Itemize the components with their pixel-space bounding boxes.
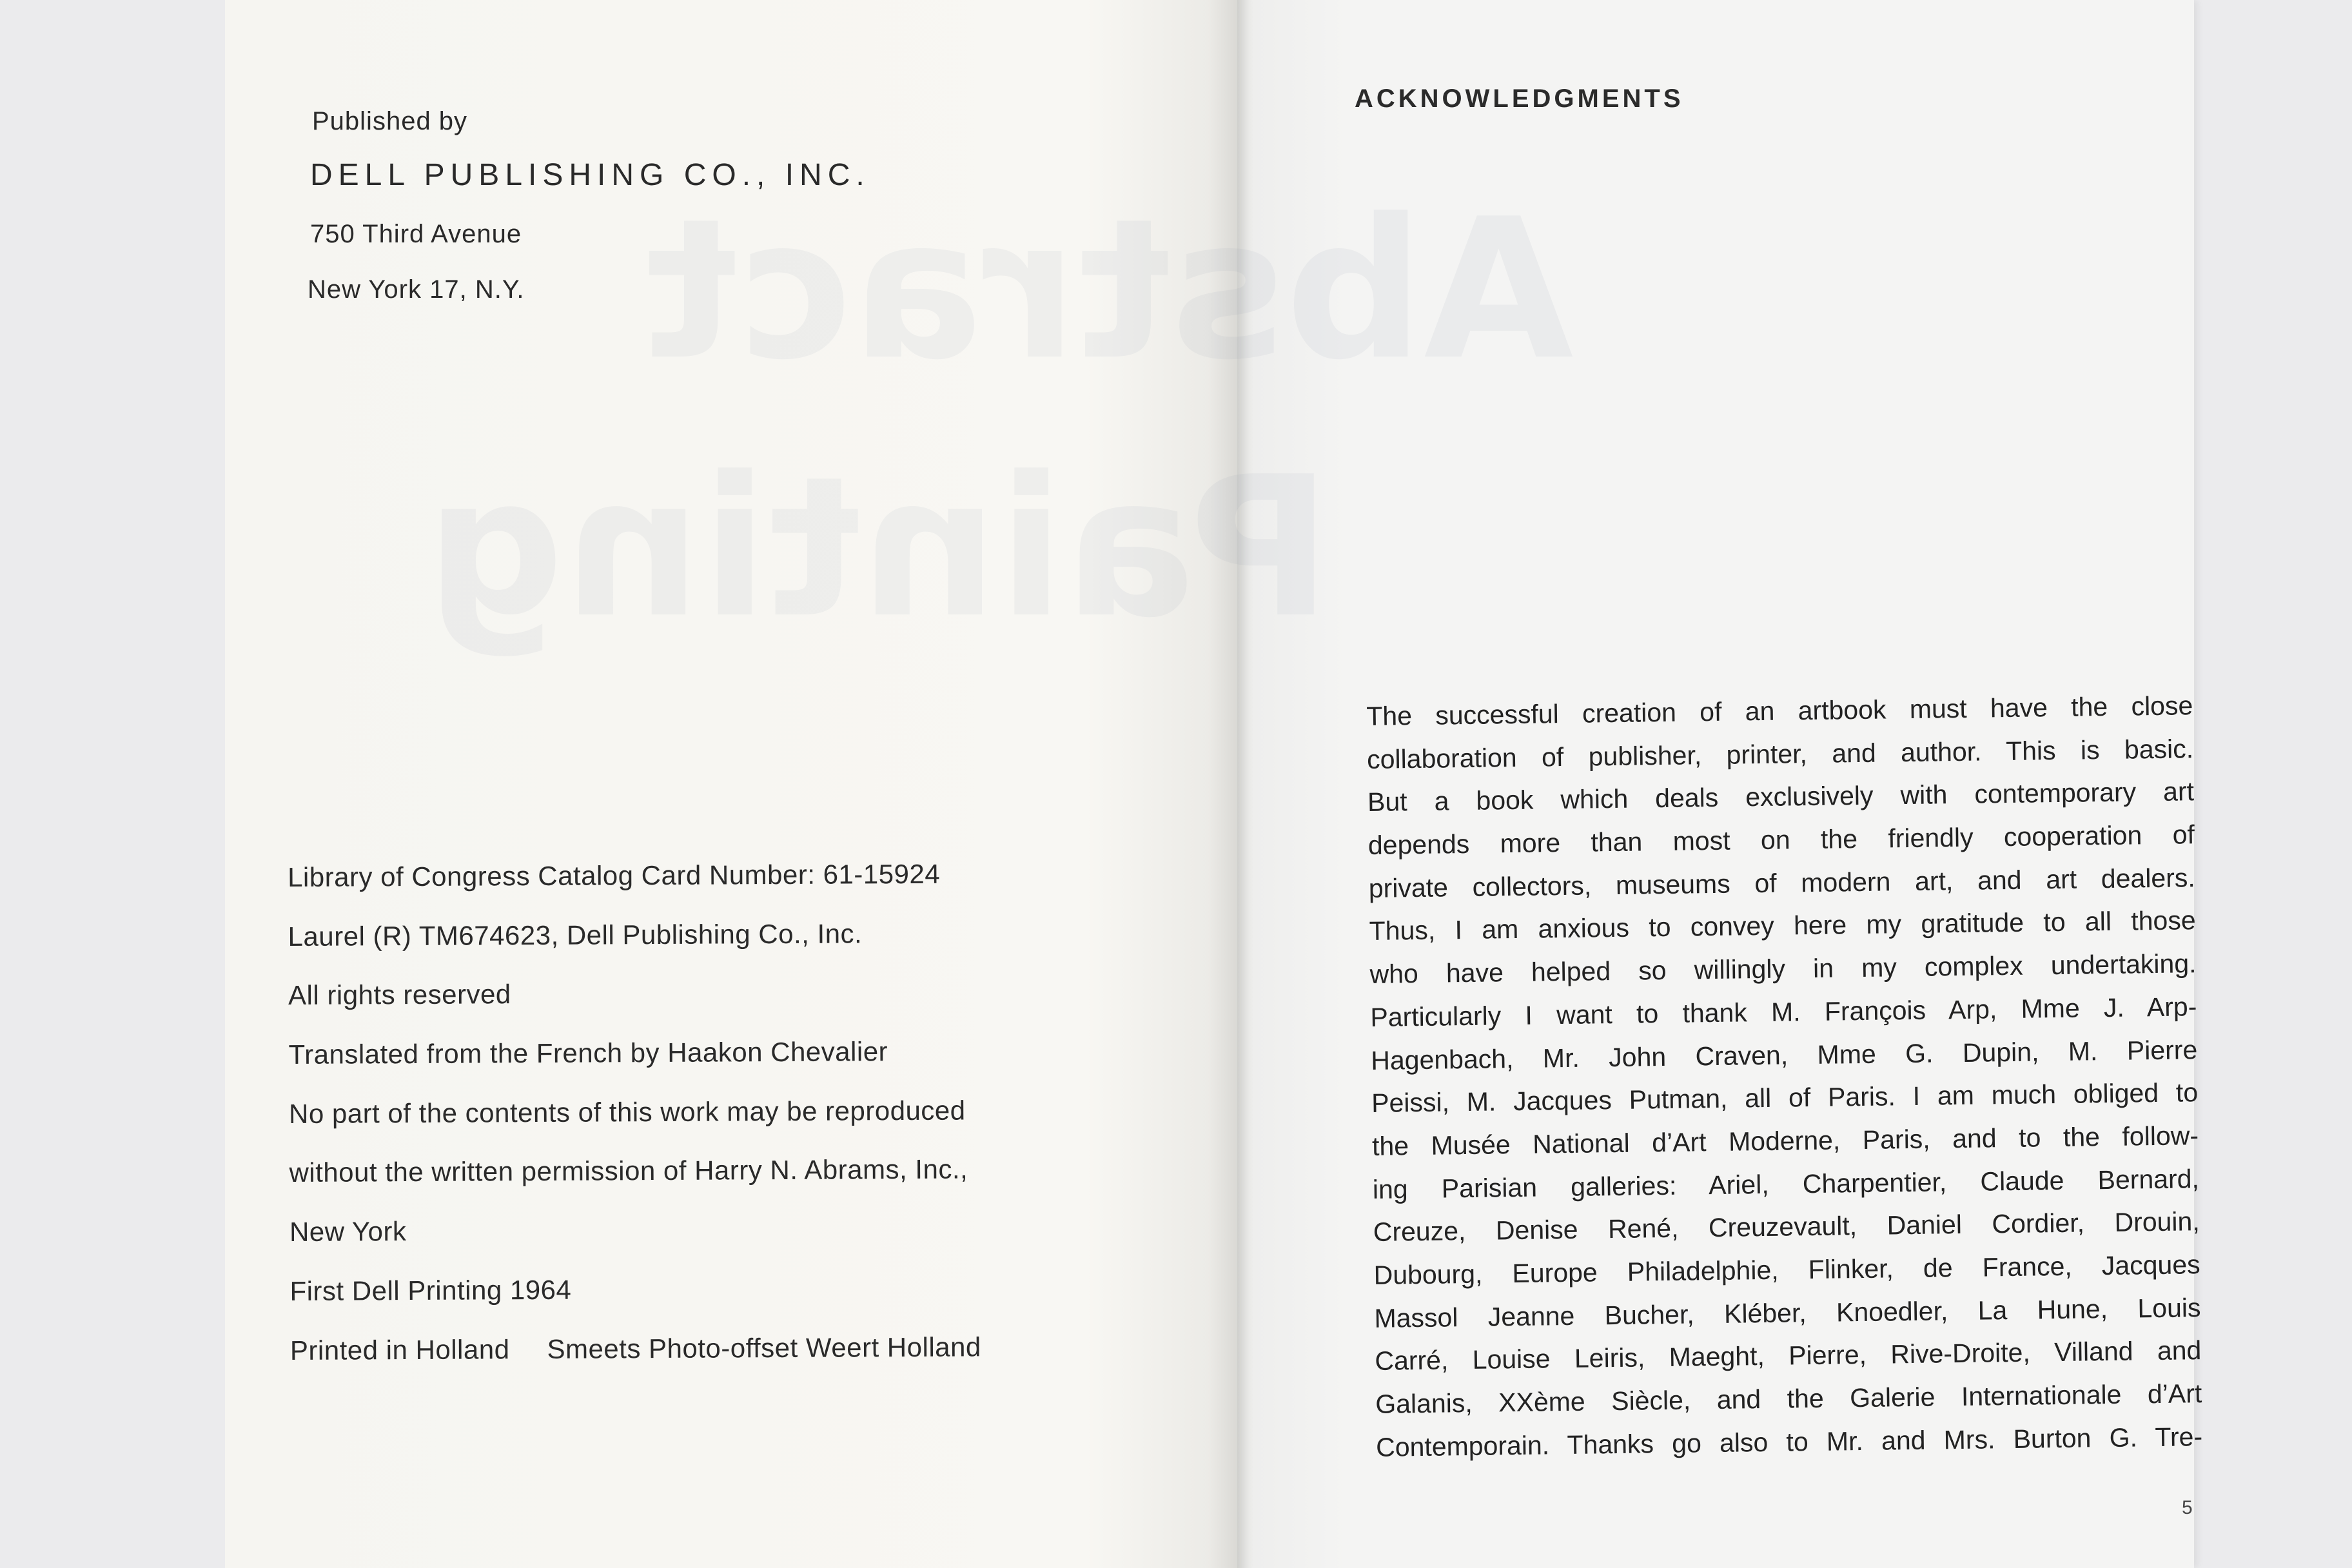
paragraph-line: Thus, I am anxious to convey here my gratitude to all those bbox=[1369, 905, 2196, 946]
acknowledgments-paragraph bbox=[1366, 689, 2203, 1474]
publisher-address-city: New York 17, N.Y. bbox=[308, 275, 525, 304]
copyright-line: Library of Congress Catalog Card Number: 61-15924 bbox=[288, 858, 941, 892]
paragraph-line: Hagenbach, Mr. John Craven, Mme G. Dupin, M. Pierre bbox=[1371, 1034, 2198, 1075]
paragraph-line: But a book which deals exclusively with contemporary art bbox=[1367, 776, 2195, 818]
printer-name: Smeets Photo-offset Weert Holland bbox=[547, 1331, 981, 1364]
copyright-block bbox=[288, 858, 981, 1393]
copyright-line: All rights reserved bbox=[288, 979, 511, 1011]
publisher-name: DELL PUBLISHING CO., INC. bbox=[310, 158, 870, 192]
page-heading: ACKNOWLEDGMENTS bbox=[1355, 84, 1684, 113]
paragraph-line: ing Parisian galleries: Ariel, Charpentier, Claude Bernard, bbox=[1372, 1163, 2200, 1204]
paragraph-line: Particularly I want to thank M. François Arp, Mme J. Arp- bbox=[1370, 991, 2197, 1032]
copyright-line: Laurel (R) TM674623, Dell Publishing Co., Inc. bbox=[288, 918, 863, 952]
bleed-through-title-word: Abstract bbox=[645, 177, 1574, 402]
copyright-line: New York bbox=[289, 1216, 407, 1248]
publisher-address-street: 750 Third Avenue bbox=[310, 220, 522, 248]
printed-in: Printed in Holland bbox=[289, 1333, 510, 1366]
copyright-line: Translated from the French by Haakon Chevalier bbox=[288, 1036, 888, 1070]
paragraph-line: The successful creation of an artbook must have the close bbox=[1366, 691, 2193, 731]
paragraph-line: Dubourg, Europe Philadelphie, Flinker, de France, Jacques bbox=[1373, 1250, 2200, 1290]
paragraph-line: private collectors, museums of modern art, and art dealers. bbox=[1368, 862, 2196, 903]
paragraph-line: the Musée National d’Art Moderne, Paris, and to the follow- bbox=[1371, 1121, 2199, 1161]
paragraph-line: Massol Jeanne Bucher, Kléber, Knoedler, La Hune, Louis bbox=[1374, 1292, 2201, 1333]
paragraph-line: collaboration of publisher, printer, and author. This is basic. bbox=[1366, 733, 2194, 774]
paragraph-line: Galanis, XXème Siècle, and the Galerie Internationale d’Art bbox=[1375, 1378, 2202, 1419]
paragraph-line: Peissi, M. Jacques Putman, all of Paris. I am much obliged to bbox=[1371, 1077, 2199, 1119]
paragraph-line: depends more than most on the friendly cooperation of bbox=[1367, 819, 2195, 861]
copyright-line: without the written permission of Harry N. Abrams, Inc., bbox=[289, 1153, 968, 1188]
paragraph-line: Contemporain. Thanks go also to Mr. and Mrs. Burton G. Tre- bbox=[1375, 1421, 2203, 1462]
paragraph-line: Creuze, Denise René, Creuzevault, Daniel Cordier, Drouin, bbox=[1373, 1206, 2200, 1248]
copyright-line: First Dell Printing 1964 bbox=[289, 1274, 572, 1306]
copyright-line: No part of the contents of this work may be reproduced bbox=[288, 1095, 966, 1129]
published-by-label: Published by bbox=[312, 107, 468, 135]
paragraph-line: Carré, Louise Leiris, Maeght, Pierre, Rive-Droite, Villand and bbox=[1375, 1335, 2202, 1377]
printing-info-row bbox=[290, 1331, 981, 1393]
page-number: 5 bbox=[2182, 1497, 2193, 1518]
bleed-through-title-word: Painting bbox=[426, 435, 1332, 660]
paragraph-line: who have helped so willingly in my complex undertaking. bbox=[1369, 948, 2197, 990]
